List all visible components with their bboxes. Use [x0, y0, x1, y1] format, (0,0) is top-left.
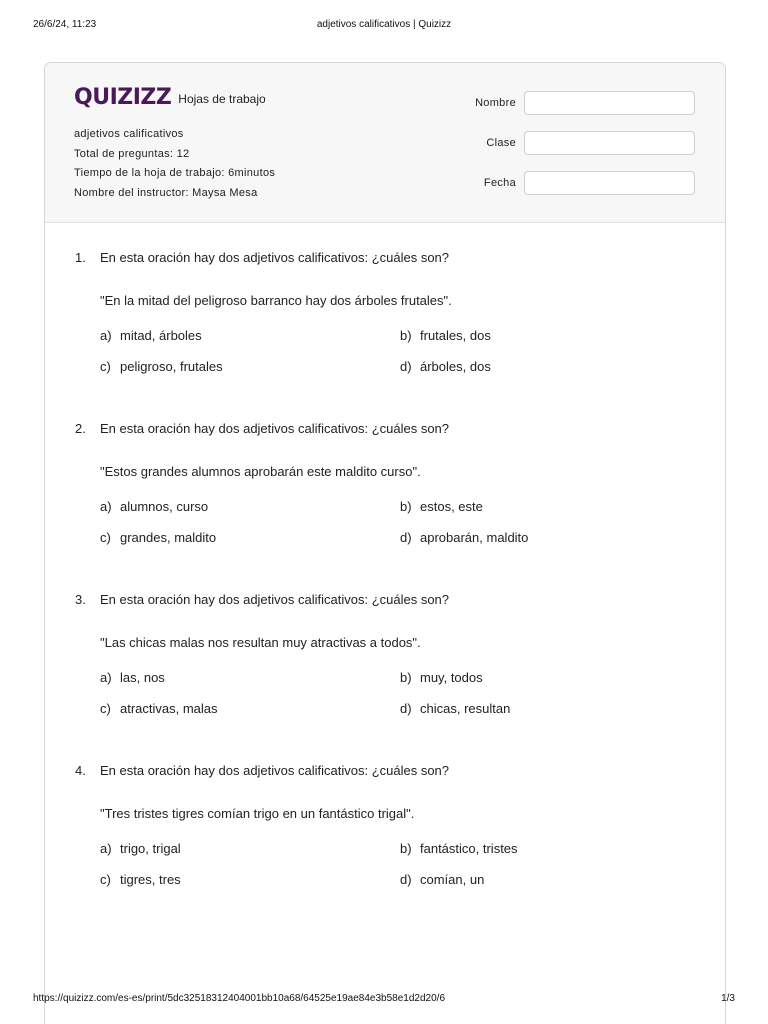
- option-key: a): [100, 670, 112, 685]
- question-header: [75, 421, 695, 436]
- print-url[interactable]: https://quizizz.com/es-es/print/5dc32518312404001bb10a68/64525e19ae84e3b58e1d2d20/6: [33, 993, 446, 1004]
- answer-options: [100, 499, 695, 545]
- option-d[interactable]: [400, 872, 700, 887]
- total-questions: Total de preguntas: 12: [74, 147, 190, 160]
- question-number: 1.: [75, 250, 86, 265]
- option-key: c): [100, 359, 111, 374]
- instructor-name: Nombre del instructor: Maysa Mesa: [74, 186, 258, 199]
- option-text: fantástico, tristes: [420, 841, 518, 856]
- question-number: 4.: [75, 763, 86, 778]
- question-prompt: En esta oración hay dos adjetivos calificativos: ¿cuáles son?: [100, 763, 450, 778]
- class-label: Clase: [486, 137, 516, 149]
- class-field[interactable]: [524, 131, 695, 155]
- option-key: a): [100, 328, 112, 343]
- brand-row: [74, 85, 266, 110]
- option-text: mitad, árboles: [120, 328, 202, 343]
- name-field[interactable]: [524, 91, 695, 115]
- question-1: [75, 250, 695, 374]
- question-prompt: En esta oración hay dos adjetivos calificativos: ¿cuáles son?: [100, 592, 450, 607]
- question-quote: "Las chicas malas nos resultan muy atractivas a todos".: [100, 635, 421, 650]
- option-text: las, nos: [120, 670, 165, 685]
- option-key: a): [100, 841, 112, 856]
- question-2: [75, 421, 695, 545]
- question-quote: "En la mitad del peligroso barranco hay dos árboles frutales".: [100, 293, 452, 308]
- option-text: chicas, resultan: [420, 701, 511, 716]
- answer-options: [100, 670, 695, 716]
- option-d[interactable]: [400, 530, 700, 545]
- option-b[interactable]: [400, 841, 700, 856]
- date-label: Fecha: [483, 177, 516, 189]
- worksheet-time: Tiempo de la hoja de trabajo: 6minutos: [74, 167, 276, 179]
- question-3: [75, 592, 695, 716]
- answer-options: [100, 328, 695, 374]
- date-field[interactable]: [524, 171, 695, 195]
- option-key: b): [400, 670, 412, 685]
- option-text: tigres, tres: [120, 872, 181, 887]
- option-text: estos, este: [420, 499, 483, 514]
- option-a[interactable]: [100, 328, 400, 343]
- option-text: comían, un: [420, 872, 485, 887]
- option-key: d): [400, 872, 412, 887]
- print-title: adjetivos calificativos | Quizizz: [316, 19, 452, 30]
- worksheet-header: [45, 63, 725, 223]
- option-text: atractivas, malas: [120, 701, 218, 716]
- option-key: a): [100, 499, 112, 514]
- option-key: c): [100, 701, 111, 716]
- brand-subtitle: Hojas de trabajo: [178, 92, 266, 106]
- option-c[interactable]: [100, 359, 400, 374]
- option-c[interactable]: [100, 530, 400, 545]
- option-d[interactable]: [400, 701, 700, 716]
- question-header: [75, 250, 695, 265]
- question-prompt: En esta oración hay dos adjetivos calificativos: ¿cuáles son?: [100, 421, 450, 436]
- question-header: [75, 592, 695, 607]
- option-a[interactable]: [100, 670, 400, 685]
- option-key: b): [400, 499, 412, 514]
- option-text: muy, todos: [420, 670, 483, 685]
- option-key: c): [100, 872, 111, 887]
- option-key: b): [400, 841, 412, 856]
- quizizz-logo: QUIZIZZ: [74, 85, 172, 110]
- question-quote: "Estos grandes alumnos aprobarán este maldito curso".: [100, 464, 421, 479]
- option-b[interactable]: [400, 499, 700, 514]
- option-c[interactable]: [100, 872, 400, 887]
- option-b[interactable]: [400, 328, 700, 343]
- class-field-row: [486, 131, 695, 155]
- option-text: frutales, dos: [420, 328, 491, 343]
- answer-options: [100, 841, 695, 887]
- option-d[interactable]: [400, 359, 700, 374]
- option-key: d): [400, 359, 412, 374]
- option-text: aprobarán, maldito: [420, 530, 529, 545]
- option-text: peligroso, frutales: [120, 359, 223, 374]
- question-number: 2.: [75, 421, 86, 436]
- page-number: 1/3: [721, 993, 735, 1004]
- worksheet-card: [44, 62, 726, 1024]
- question-header: [75, 763, 695, 778]
- question-prompt: En esta oración hay dos adjetivos calificativos: ¿cuáles son?: [100, 250, 450, 265]
- print-date: 26/6/24, 11:23: [33, 19, 97, 30]
- option-key: d): [400, 530, 412, 545]
- option-key: c): [100, 530, 111, 545]
- question-4: [75, 763, 695, 887]
- question-number: 3.: [75, 592, 86, 607]
- option-text: trigo, trigal: [120, 841, 181, 856]
- option-c[interactable]: [100, 701, 400, 716]
- print-header: [0, 0, 768, 40]
- option-a[interactable]: [100, 841, 400, 856]
- name-field-row: [475, 91, 695, 115]
- option-text: alumnos, curso: [120, 499, 209, 514]
- option-a[interactable]: [100, 499, 400, 514]
- option-key: b): [400, 328, 412, 343]
- name-label: Nombre: [475, 97, 516, 109]
- option-text: árboles, dos: [420, 359, 491, 374]
- date-field-row: [484, 171, 695, 195]
- question-quote: "Tres tristes tigres comían trigo en un fantástico trigal".: [100, 806, 415, 821]
- worksheet-meta: [74, 125, 275, 203]
- option-key: d): [400, 701, 412, 716]
- option-b[interactable]: [400, 670, 700, 685]
- worksheet-name: adjetivos calificativos: [74, 128, 184, 140]
- option-text: grandes, maldito: [120, 530, 217, 545]
